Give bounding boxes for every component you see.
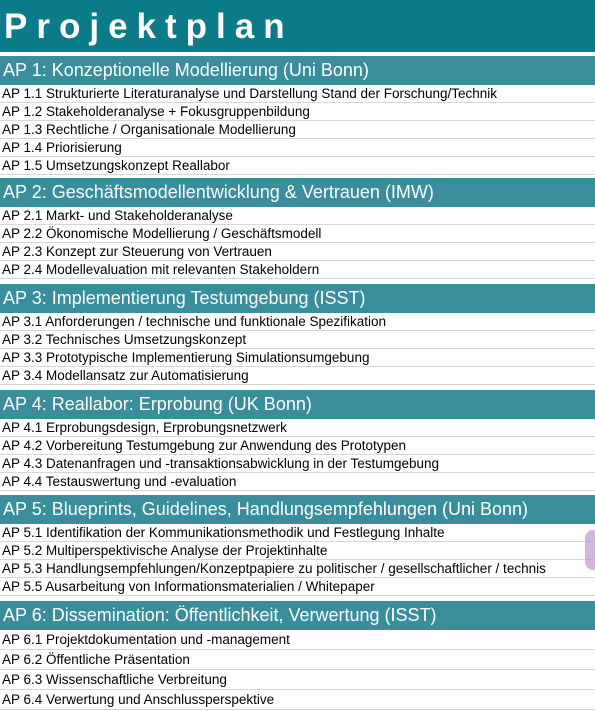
list-item: AP 1.2 Stakeholderanalyse + Fokusgruppenbildung <box>0 103 595 121</box>
section-ap1 <box>0 56 595 175</box>
list-item: AP 3.1 Anforderungen / technische und funktionale Spezifikation <box>0 313 595 331</box>
list-item: AP 1.5 Umsetzungskonzept Reallabor <box>0 157 595 175</box>
list-item: AP 4.3 Datenanfragen und -transaktionsabwicklung in der Testumgebung <box>0 455 595 473</box>
list-item: AP 5.5 Ausarbeitung von Informationsmaterialien / Whitepaper <box>0 578 595 596</box>
list-item: AP 6.1 Projektdokumentation und -management <box>0 630 595 650</box>
list-item: AP 5.1 Identifikation der Kommunikationsmethodik und Festlegung Inhalte <box>0 524 595 542</box>
list-item: AP 1.3 Rechtliche / Organisationale Modellierung <box>0 121 595 139</box>
list-item: AP 2.3 Konzept zur Steuerung von Vertrauen <box>0 243 595 261</box>
title-bar <box>0 0 595 52</box>
section-ap4 <box>0 390 595 491</box>
list-item: AP 3.3 Prototypische Implementierung Simulationsumgebung <box>0 349 595 367</box>
list-item: AP 4.4 Testauswertung und -evaluation <box>0 473 595 491</box>
list-item: AP 3.2 Technisches Umsetzungskonzept <box>0 331 595 349</box>
section-heading: AP 5: Blueprints, Guidelines, Handlungsempfehlungen (Uni Bonn) <box>0 495 595 524</box>
list-item: AP 1.4 Priorisierung <box>0 139 595 157</box>
list-item: AP 6.2 Öffentliche Präsentation <box>0 650 595 670</box>
list-item: AP 4.1 Erprobungsdesign, Erprobungsnetzwerk <box>0 419 595 437</box>
section-heading: AP 2: Geschäftsmodellentwicklung & Vertrauen (IMW) <box>0 178 595 207</box>
list-item: AP 6.3 Wissenschaftliche Verbreitung <box>0 670 595 690</box>
list-item: AP 2.2 Ökonomische Modellierung / Geschäftsmodell <box>0 225 595 243</box>
list-item: AP 3.4 Modellansatz zur Automatisierung <box>0 367 595 385</box>
list-item: AP 2.1 Markt- und Stakeholderanalyse <box>0 207 595 225</box>
page-title: Projektplan <box>4 7 294 46</box>
section-ap5 <box>0 495 595 596</box>
list-item: AP 5.3 Handlungsempfehlungen/Konzeptpapiere zu politischer / gesellschaftlicher / technis <box>0 560 595 578</box>
list-item: AP 4.2 Vorbereitung Testumgebung zur Anwendung des Prototypen <box>0 437 595 455</box>
list-item: AP 5.2 Multiperspektivische Analyse der Projektinhalte <box>0 542 595 560</box>
section-heading: AP 6: Dissemination: Öffentlichkeit, Verwertung (ISST) <box>0 601 595 630</box>
section-ap6 <box>0 601 595 710</box>
section-ap2 <box>0 178 595 279</box>
list-item: AP 1.1 Strukturierte Literaturanalyse und Darstellung Stand der Forschung/Technik <box>0 85 595 103</box>
section-heading: AP 3: Implementierung Testumgebung (ISST) <box>0 284 595 313</box>
decorative-shape <box>585 530 595 570</box>
list-item: AP 2.4 Modellevaluation mit relevanten Stakeholdern <box>0 261 595 279</box>
list-item: AP 6.4 Verwertung und Anschlussperspektive <box>0 690 595 710</box>
section-heading: AP 4: Reallabor: Erprobung (UK Bonn) <box>0 390 595 419</box>
section-ap3 <box>0 284 595 385</box>
section-heading: AP 1: Konzeptionelle Modellierung (Uni Bonn) <box>0 56 595 85</box>
